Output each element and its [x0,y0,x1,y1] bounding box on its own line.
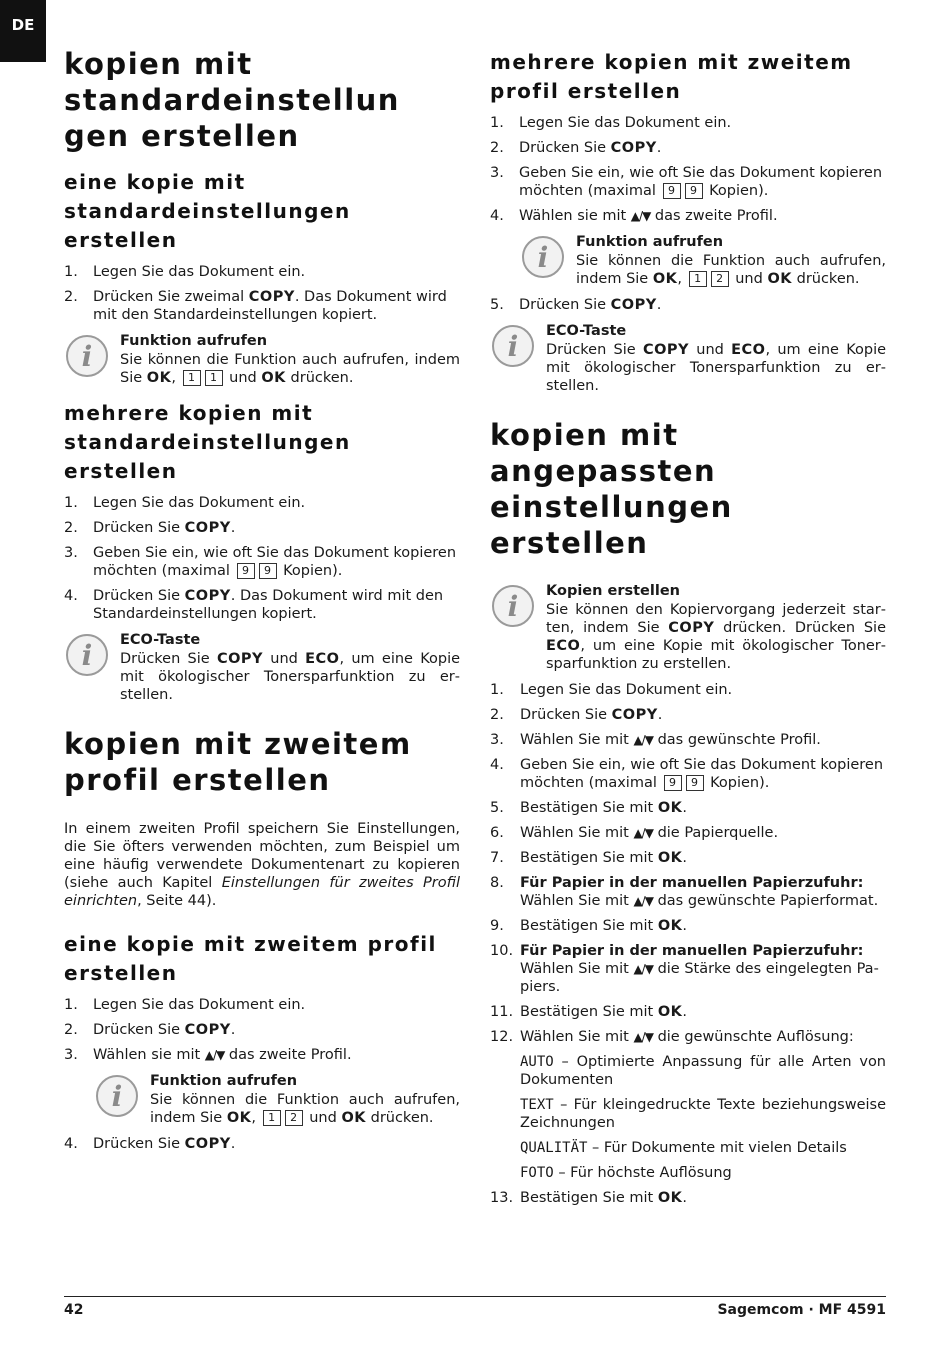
info-icon: i [492,325,534,367]
info-note [490,321,886,395]
key-box: 2 [711,271,729,287]
footer-divider [64,1296,886,1297]
note-text: Sie können den Kopiervorgang jederzeit starten, indem Sie COPY drücken. Drücken Sie ECO, um eine Kopie mit ökologischer Tonersparfunktion zu erstellen. [546,602,886,672]
footer-brand: Sagemcom · MF 4591 [717,1302,886,1318]
step-text: Legen Sie das Dokument ein. [93,264,306,280]
info-icon: i [96,1075,138,1117]
list-item: 2. Drücken Sie COPY. [490,707,663,723]
arrow-keys-icon: ▲/▼ [204,1048,225,1062]
list-item: 9. Bestätigen Sie mit OK. [490,918,688,934]
option-auto: AUTO – Optimierte Anpassung für alle Arten von Dokumenten [520,1054,887,1088]
list-item: 1. Legen Sie das Dokument ein. [64,997,306,1013]
list-item: 10. Für Papier in der manuellen Papierzufuhr: Wählen Sie mit ▲/▼ die Stärke des eingelegten Papiers. [490,943,879,995]
list-item [64,288,460,324]
step-text: Drücken Sie zweimal [93,289,245,305]
list-item: 1. Legen Sie das Dokument ein. [490,115,732,131]
steps-list [64,996,460,1064]
list-item: 5. Drücken Sie COPY. [490,297,662,313]
list-item: 4. Drücken Sie COPY. [64,1136,236,1152]
key-box: 9 [259,563,277,579]
key-box: 1 [263,1110,281,1126]
list-item: 5. Bestätigen Sie mit OK. [490,800,688,816]
page-number: 42 [64,1302,84,1318]
note-title: Funktion aufrufen [150,1073,298,1089]
steps-list [490,681,886,1046]
key-box: 1 [205,370,223,386]
steps-list [490,1189,886,1207]
list-item: 2. Drücken Sie COPY. [64,1022,236,1038]
note-text: Drücken Sie COPY und ECO, um eine Kopie mit ökologischer Tonersparfunktion zu erstellen. [120,651,461,703]
key-box: 1 [183,370,201,386]
key-box: 9 [237,563,255,579]
chapter-link[interactable]: Einstellungen für zweites Profil einrichten [64,875,461,909]
list-item: 3. Geben Sie ein, wie oft Sie das Dokument kopieren möchten (maximal 9 9 Kopien). [64,545,457,579]
steps-list [64,263,460,324]
resolution-options [520,1053,886,1182]
arrow-keys-icon: ▲/▼ [633,962,653,976]
steps-list [490,114,886,225]
list-item: 1. Legen Sie das Dokument ein. [490,682,733,698]
key-box: 2 [285,1110,303,1126]
arrow-keys-icon: ▲/▼ [630,209,651,223]
list-item: 13. Bestätigen Sie mit OK. [490,1190,688,1206]
note-text: Sie können die Funktion auch aufrufen, indem Sie OK, 1 2 und OK drücken. [150,1092,460,1126]
info-icon: i [66,634,108,676]
steps-list [490,296,886,314]
arrow-keys-icon: ▲/▼ [633,733,653,747]
list-item: 3. Geben Sie ein, wie oft Sie das Dokument kopieren möchten (maximal 9 9 Kopien). [490,165,883,199]
right-column [490,48,886,1214]
note-title: Funktion aufrufen [120,333,268,349]
copy-key: COPY [248,289,295,305]
heading-kopien-angepasst: kopien mit angepassten einstellungen erstellen [490,418,733,560]
option-text: TEXT – Für kleingedruckte Texte beziehungsweise Zeichnungen [520,1097,887,1131]
list-item: 7. Bestätigen Sie mit OK. [490,850,688,866]
heading-mehrere-kopien-zweitem-profil: mehrere kopien mit zweitem profil erstellen [490,50,853,103]
list-item: 1. Legen Sie das Dokument ein. [64,495,306,511]
note-text: Sie können die Funktion auch aufrufen, indem Sie OK, 1 1 und OK drücken. [120,352,460,386]
info-icon: i [492,585,534,627]
heading-eine-kopie-standard: eine kopie mit standardeinstellungen erstellen [64,170,351,252]
list-item: 4. Drücken Sie COPY. Das Dokument wird mit den Standardeinstellungen kopiert. [64,588,444,622]
list-item: 2. Drücken Sie COPY. [490,140,662,156]
heading-mehrere-kopien-standard: mehrere kopien mit standardeinstellungen erstellen [64,401,351,483]
arrow-keys-icon: ▲/▼ [633,1030,653,1044]
step-number: 2. [64,289,78,305]
step-text: . Das Dokument wird mit den Standardeinstellungen kopiert. [93,289,447,323]
list-item: 6. Wählen Sie mit ▲/▼ die Papierquelle. [490,825,779,841]
arrow-keys-icon: ▲/▼ [633,894,653,908]
list-item: 4. Geben Sie ein, wie oft Sie das Dokument kopieren möchten (maximal 9 9 Kopien). [490,757,884,791]
note-text: Sie können die Funktion auch aufrufen, indem Sie OK, 1 2 und OK drücken. [576,253,886,287]
steps-list [64,1135,460,1153]
note-title: ECO-Taste [120,632,201,648]
key-box: 9 [664,775,682,791]
info-icon: i [66,335,108,377]
info-note [520,232,886,288]
list-item: 8. Für Papier in der manuellen Papierzufuhr: Wählen Sie mit ▲/▼ das gewünschte Papierformat. [490,875,879,909]
arrow-keys-icon: ▲/▼ [633,826,653,840]
heading-eine-kopie-zweitem-profil: eine kopie mit zweitem profil erstellen [64,932,437,985]
option-qualitaet: QUALITÄT – Für Dokumente mit vielen Details [520,1140,847,1156]
list-item: 4. Wählen sie mit ▲/▼ das zweite Profil. [490,208,778,224]
list-item: 11. Bestätigen Sie mit OK. [490,1004,688,1020]
key-box: 9 [686,775,704,791]
list-item: 3. Wählen Sie mit ▲/▼ das gewünschte Profil. [490,732,821,748]
intro-paragraph: In einem zweiten Profil speichern Sie Einstellungen, die Sie öfters verwenden möchten, zum Beispiel um eine häufig verwendete Dokumentenart zu kopieren (siehe auch Kapitel Einstellungen für zweites Profil einrichten, Seite 44). [64,821,461,909]
note-title: Kopien erstellen [546,583,680,599]
list-item: 3. Wählen sie mit ▲/▼ das zweite Profil. [64,1047,352,1063]
note-title: Funktion aufrufen [576,234,724,250]
list-item: 12. Wählen Sie mit ▲/▼ die gewünschte Auflösung: [490,1029,854,1045]
key-box: 9 [663,183,681,199]
info-note [64,630,460,704]
key-box: 9 [685,183,703,199]
steps-list [64,494,460,623]
note-text: Drücken Sie COPY und ECO, um eine Kopie mit ökologischer Tonersparfunktion zu erstellen. [546,342,887,394]
list-item [64,263,460,281]
info-note [490,581,886,673]
info-icon: i [522,236,564,278]
list-item: 2. Drücken Sie COPY. [64,520,236,536]
heading-kopien-zweitem-profil: kopien mit zweitem profil erstellen [64,727,412,797]
language-tab: DE [0,0,46,62]
left-column [64,46,460,1160]
note-title: ECO-Taste [546,323,627,339]
step-number: 1. [64,264,78,280]
heading-kopien-standard: kopien mit standardeinstellun gen erstellen [64,47,400,153]
info-note [94,1071,460,1127]
key-box: 1 [689,271,707,287]
info-note [64,331,460,387]
option-foto: FOTO – Für höchste Auflösung [520,1165,732,1181]
